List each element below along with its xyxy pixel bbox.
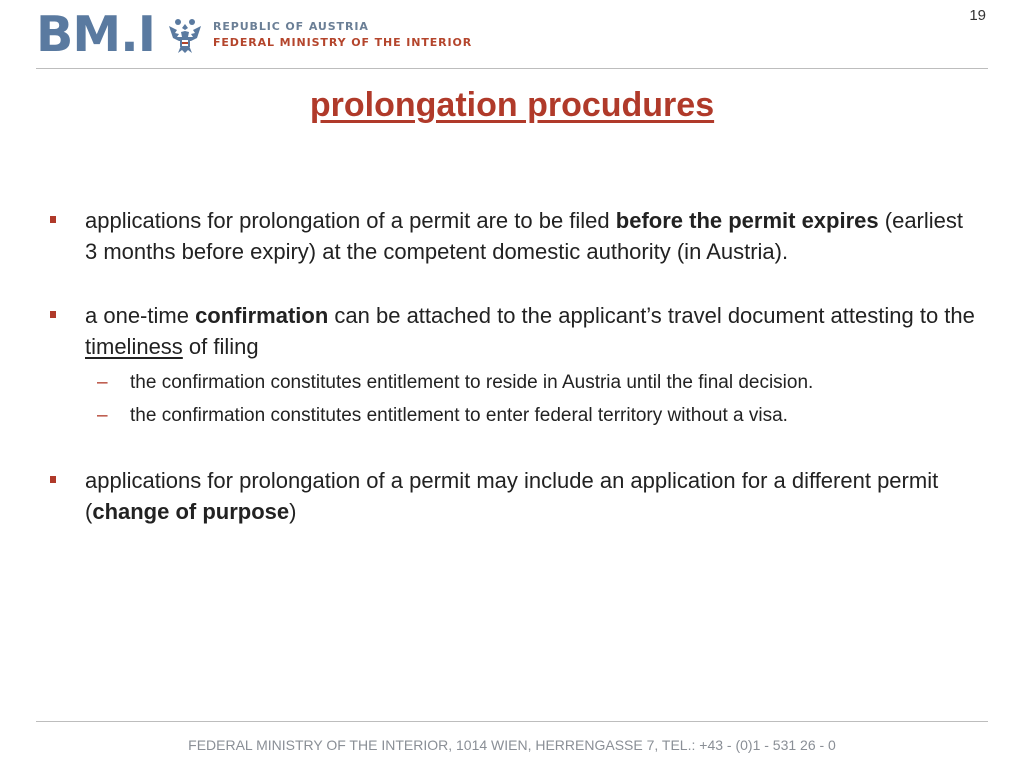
square-bullet-icon [50,311,56,318]
dash-bullet-icon: – [97,405,108,426]
slide-body [50,205,980,527]
footer-divider [36,721,988,722]
logo-text [213,19,472,51]
bullet-item [50,300,980,432]
footer-address: FEDERAL MINISTRY OF THE INTERIOR, 1014 WIEN, HERRENGASSE 7, TEL.: +43 - (0)1 - 531 26 - 0 [188,737,836,753]
slide-title: prolongation procudures [309,86,715,124]
bullet-text: (earliest 3 months before expiry) at the competent domestic authority (in Austria). [85,208,963,264]
sub-bullet-text: the confirmation constitutes entitlement to enter federal territory without a visa. [130,405,788,426]
bullet-text: applications for prolongation of a permit may include an application for a different permit ( [85,468,939,524]
bullet-item [50,205,980,267]
eagle-crest-icon [167,16,203,54]
bullet-text: of filing [182,334,259,359]
bullet-item [50,465,980,527]
bullet-emphasis: confirmation [195,303,329,328]
logo-country-line: REPUBLIC OF AUSTRIA [212,20,369,33]
sub-bullet-item [85,399,980,432]
sub-bullet-text: the confirmation constitutes entitlement to reside in Austria until the final decision. [130,372,814,393]
bullet-text: ) [289,499,297,524]
sub-bullet-list [85,366,980,432]
bullet-emphasis: change of purpose [92,499,290,524]
page-number: 19 [969,7,986,24]
square-bullet-icon [50,216,56,223]
square-bullet-icon [50,476,56,483]
header-divider [36,68,988,69]
bullet-emphasis: before the permit expires [615,208,879,233]
bullet-text: a one-time [85,303,196,328]
sub-bullet-item [85,366,980,399]
bullet-text: can be attached to the applicant’s travel document attesting to the [328,303,975,328]
dash-bullet-icon: – [97,372,108,393]
logo-ministry-line: FEDERAL MINISTRY OF THE INTERIOR [212,36,473,49]
bullet-underlined: timeliness [85,334,183,359]
ministry-logo [36,6,473,63]
bullet-text: applications for prolongation of a permit are to be filed [85,208,616,233]
logo-letters: BM.I [36,6,155,63]
